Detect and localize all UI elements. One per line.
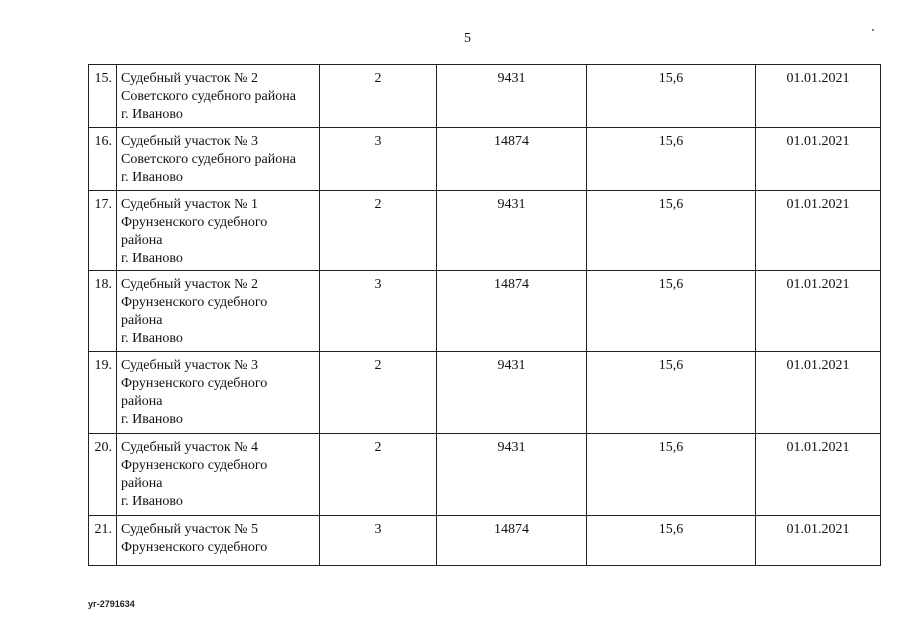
amount-value: 14874 (437, 271, 587, 352)
staff-count: 3 (320, 271, 437, 352)
table-row (89, 271, 881, 352)
district-name-line: г. Иваново (121, 412, 183, 427)
district-name-line: Фрунзенского судебного (121, 295, 268, 310)
district-name-line: района (121, 476, 163, 491)
effective-date: 01.01.2021 (756, 434, 881, 516)
rate-value: 15,6 (587, 271, 756, 352)
row-number: 18. (89, 271, 117, 352)
district-name-line: г. Иваново (121, 494, 183, 509)
amount-value: 9431 (437, 65, 587, 128)
amount-value: 14874 (437, 128, 587, 191)
staff-count: 2 (320, 352, 437, 434)
district-name (117, 128, 320, 191)
district-name (117, 352, 320, 434)
rate-value: 15,6 (587, 352, 756, 434)
row-number: 21. (89, 516, 117, 566)
district-name (117, 271, 320, 352)
row-number: 15. (89, 65, 117, 128)
amount-value: 9431 (437, 352, 587, 434)
district-name-line: Судебный участок № 3 (121, 134, 259, 149)
district-name-line: Судебный участок № 3 (121, 358, 259, 373)
amount-value: 14874 (437, 516, 587, 566)
district-name-line: района (121, 233, 163, 248)
table-row (89, 191, 881, 271)
district-name-line: Судебный участок № 5 (121, 522, 259, 537)
table-row (89, 516, 881, 566)
row-number: 16. (89, 128, 117, 191)
effective-date: 01.01.2021 (756, 516, 881, 566)
rate-value: 15,6 (587, 128, 756, 191)
table-row (89, 65, 881, 128)
staff-count: 2 (320, 191, 437, 271)
district-name-line: Судебный участок № 4 (121, 440, 259, 455)
staff-count: 3 (320, 128, 437, 191)
district-name-line: Судебный участок № 2 (121, 277, 259, 292)
table-row (89, 352, 881, 434)
district-name-line: Советского судебного района (121, 89, 296, 104)
staff-count: 3 (320, 516, 437, 566)
document-code: уг-2791634 (88, 599, 135, 609)
rate-value: 15,6 (587, 516, 756, 566)
row-number: 17. (89, 191, 117, 271)
district-name-line: Фрунзенского судебного (121, 376, 268, 391)
table-body (89, 65, 881, 566)
table-row (89, 128, 881, 191)
rate-value: 15,6 (587, 65, 756, 128)
district-name-line: Судебный участок № 1 (121, 197, 259, 212)
district-name-line: г. Иваново (121, 331, 183, 346)
district-name-line: района (121, 394, 163, 409)
row-number: 20. (89, 434, 117, 516)
effective-date: 01.01.2021 (756, 128, 881, 191)
effective-date: 01.01.2021 (756, 271, 881, 352)
staff-count: 2 (320, 65, 437, 128)
court-districts-table (88, 64, 881, 566)
page-number: 5 (464, 31, 471, 46)
scan-mark (872, 29, 874, 31)
effective-date: 01.01.2021 (756, 352, 881, 434)
district-name-line: г. Иваново (121, 107, 183, 122)
amount-value: 9431 (437, 434, 587, 516)
district-name-line: Судебный участок № 2 (121, 71, 259, 86)
effective-date: 01.01.2021 (756, 65, 881, 128)
district-name-line: района (121, 313, 163, 328)
district-name (117, 516, 320, 566)
district-name (117, 434, 320, 516)
district-name (117, 65, 320, 128)
district-name-line: Советского судебного района (121, 152, 296, 167)
district-name-line: Фрунзенского судебного (121, 458, 268, 473)
rate-value: 15,6 (587, 434, 756, 516)
table-row (89, 434, 881, 516)
district-name (117, 191, 320, 271)
rate-value: 15,6 (587, 191, 756, 271)
row-number: 19. (89, 352, 117, 434)
district-name-line: г. Иваново (121, 251, 183, 266)
district-name-line: г. Иваново (121, 170, 183, 185)
district-name-line: Фрунзенского судебного (121, 215, 268, 230)
staff-count: 2 (320, 434, 437, 516)
effective-date: 01.01.2021 (756, 191, 881, 271)
district-name-line: Фрунзенского судебного (121, 540, 268, 555)
amount-value: 9431 (437, 191, 587, 271)
